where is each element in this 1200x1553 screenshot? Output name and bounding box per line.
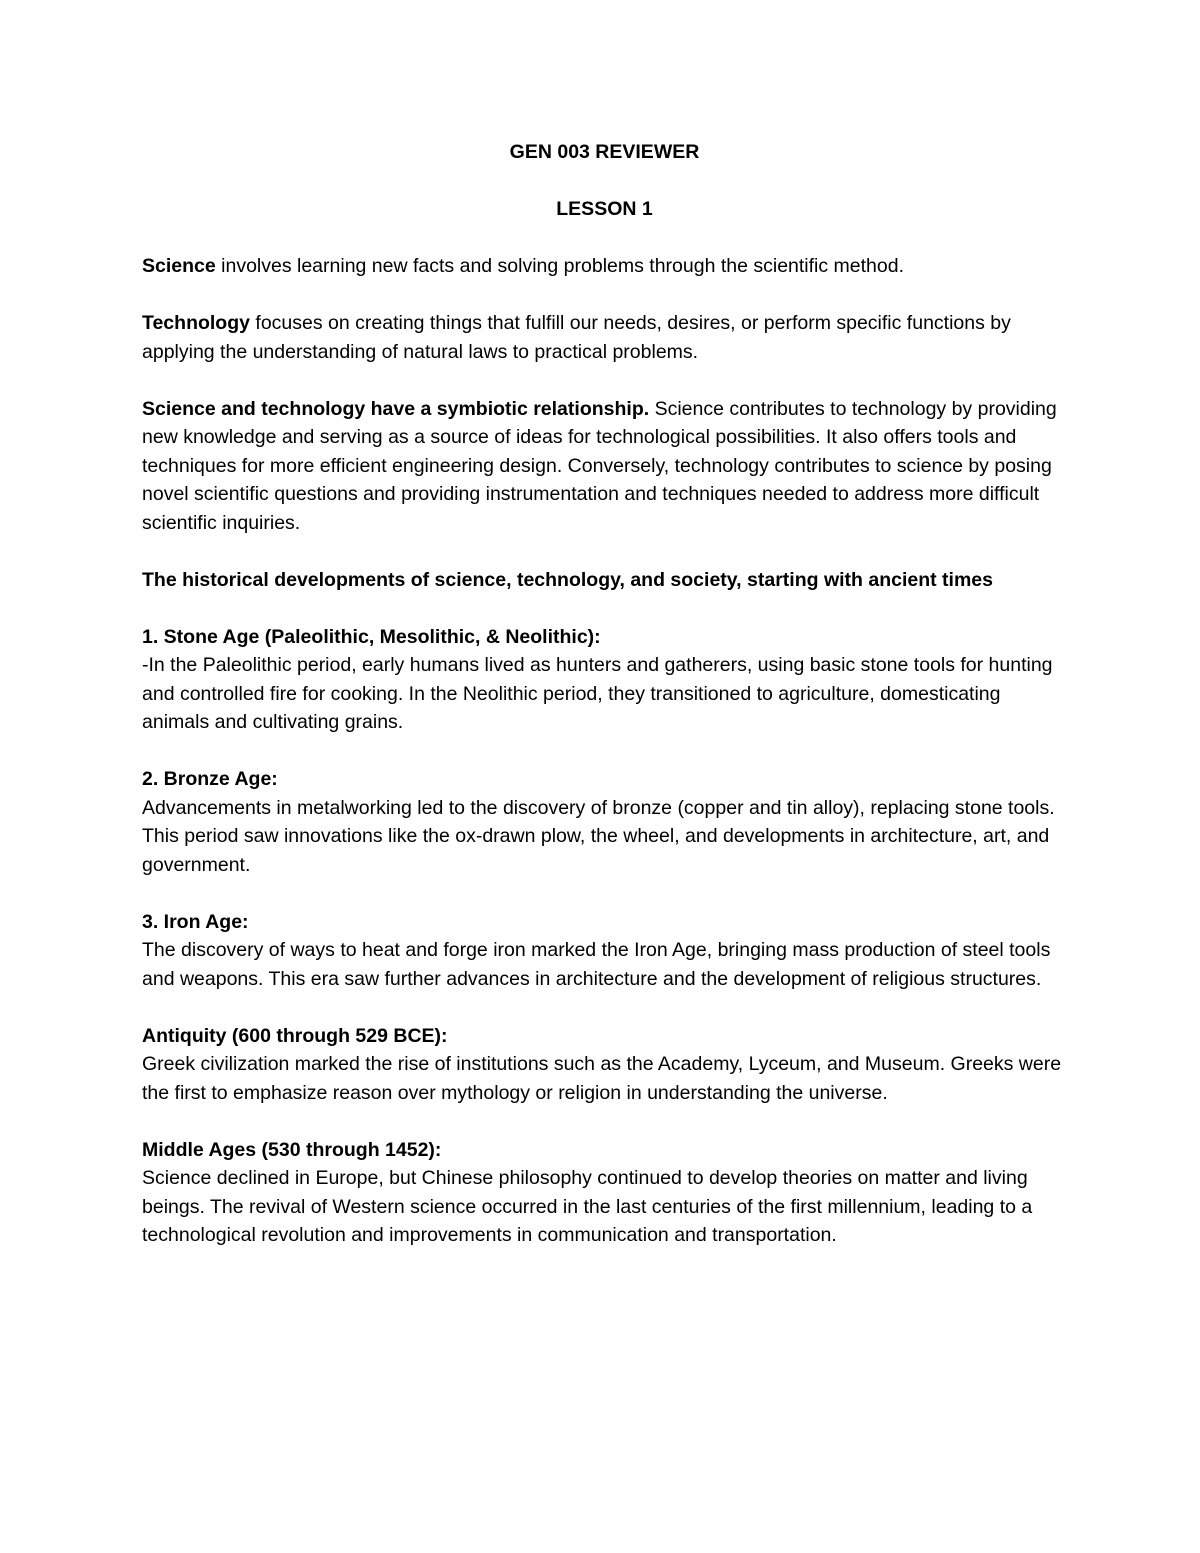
section-title: Middle Ages (530 through 1452):	[142, 1138, 442, 1161]
section-title: 1. Stone Age (Paleolithic, Mesolithic, & Neolithic):	[142, 625, 601, 648]
section-middle-ages	[142, 1136, 1067, 1250]
definition-term: Science	[142, 255, 216, 277]
lesson-heading: LESSON 1	[556, 198, 653, 220]
document-title: GEN 003 REVIEWER	[509, 141, 700, 163]
document-page	[142, 138, 1067, 1278]
section-iron-age	[142, 908, 1067, 994]
definition-science	[142, 252, 1067, 281]
definition-term: Science and technology have a symbiotic relationship.	[142, 397, 650, 420]
historical-heading: The historical developments of science, technology, and society, starting with ancient times	[142, 568, 993, 591]
section-body: Science declined in Europe, but Chinese philosophy continued to develop theories on matter and living beings. The revival of Western science occurred in the last centuries of the first millennium, leading to a technological revolution and improvements in communication and transportation.	[142, 1167, 1033, 1246]
section-title: 2. Bronze Age:	[142, 768, 278, 790]
section-body: The discovery of ways to heat and forge iron marked the Iron Age, bringing mass production of steel tools and weapons. This era saw further advances in architecture and the development of religious structures.	[142, 939, 1051, 990]
definition-text: involves learning new facts and solving problems through the scientific method.	[215, 255, 905, 277]
section-title: 3. Iron Age:	[142, 910, 249, 933]
section-body: Greek civilization marked the rise of institutions such as the Academy, Lyceum, and Museum. Greeks were the first to emphasize reason over mythology or religion in understanding the universe.	[142, 1053, 1062, 1104]
definition-symbiotic	[142, 395, 1067, 538]
section-bronze-age	[142, 765, 1067, 879]
section-antiquity	[142, 1022, 1067, 1108]
section-body: -In the Paleolithic period, early humans lived as hunters and gatherers, using basic stone tools for hunting and controlled fire for cooking. In the Neolithic period, they transitioned to agriculture, domesticating animals and cultivating grains.	[142, 654, 1053, 733]
definition-term: Technology	[142, 312, 250, 334]
definition-text: focuses on creating things that fulfill our needs, desires, or perform specific functions by applying the understanding of natural laws to practical problems.	[142, 312, 1011, 363]
section-body: Advancements in metalworking led to the discovery of bronze (copper and tin alloy), replacing stone tools. This period saw innovations like the ox-drawn plow, the wheel, and developments in architecture, art, and government.	[142, 796, 1055, 876]
definition-text: Science contributes to technology by providing new knowledge and serving as a source of ideas for technological possibilities. It also offers tools and techniques for more efficient engineering design. Conversely, technology contributes to science by posing novel scientific questions and providing instrumentation and techniques needed to address more difficult scientific inquiries.	[142, 397, 1057, 534]
section-title: Antiquity (600 through 529 BCE):	[142, 1024, 448, 1047]
definition-technology	[142, 309, 1067, 366]
section-stone-age	[142, 623, 1067, 737]
